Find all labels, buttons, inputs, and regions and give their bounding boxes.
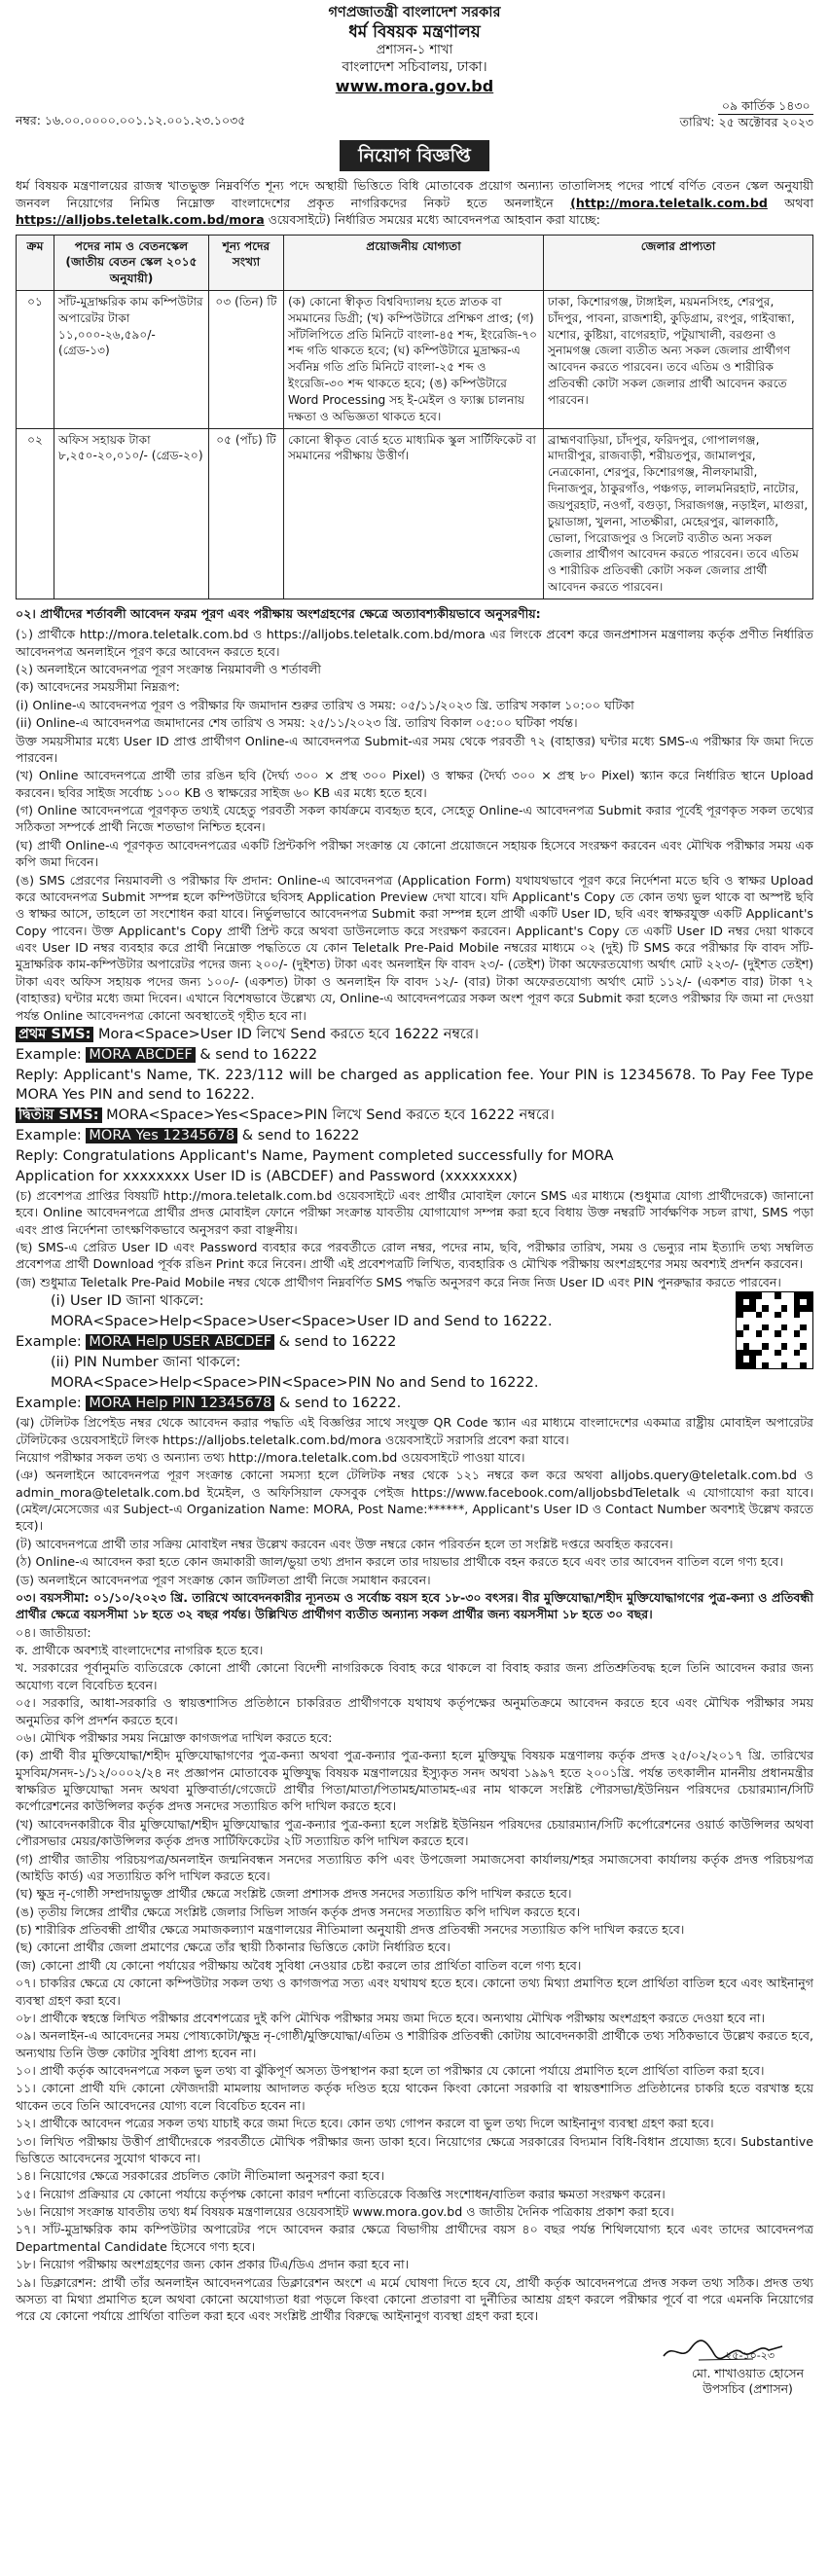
rule-line: (ঙ) SMS প্রেরণের নিয়মাবলী ও পরীক্ষার ফি প্রদান: Online-এ আবেদনপত্র (Application Form) যথাযথভাবে পূরণ করে নির্দেশনা মতে ছবি ও স্বাক্ষর Upload করে আবেদনপত্র Submit সম্পন্ন হলে কম্পিউটারে ছবিসহ Application Preview দেখা যাবে। যদি Applicant's Copy তে কোন তথ্য ভুল থাকে বা অস্পষ্ট ছবি ও স্বাক্ষর আসে, তাহলে তা সংশোধন করা যাবে। নির্ভুলভাবে আবেদনপত্র Submit করা সম্পন্ন হলে প্রার্থী একটি User ID, ছবি এবং স্বাক্ষরযুক্ত একটি Applicant's Copy পাবেন। উক্ত Applicant's Copy প্রার্থী প্রিন্ট করে অথবা ডাউনলোড করে সংরক্ষণ করবেন। Applicant's Copy তে একটি User ID নম্বর দেয়া থাকবে এবং User ID নম্বর ব্যবহার করে প্রার্থী নিম্নোক্ত পদ্ধতিতে যে কোন Teletalk Pre-Paid Mobile নম্বরের মাধ্যমে ০২ (দুই) টি SMS করে পরীক্ষার ফি বাবদ সাঁট-মুদ্রাক্ষরিক কাম-কম্পিউটার অপারেটর পদের জন্য ২০০/- (দুইশত) টাকা এবং অনলাইন ফি বাবদ ২৩/- (তেইশ) টাকা অফেরতযোগ্য অর্থাৎ মোট ২২৩/- (দুইশত তেইশ) টাকা এবং অফিস সহায়ক পদের জন্য ১০০/- (একশত) টাকা ও অনলাইন ফি বাবদ ১২/- (বার) টাকা অফেরতযোগ্য অর্থাৎ মোট ১১২/- (একশত বার) টাকা ৭২ (বাহাত্তর) ঘন্টার মধ্যে জমা দিবেন। এখানে বিশেষভাবে উল্লেখ্য যে, Online-এ আবেদনপত্রের সকল অংশ পূরণ করে Submit করা হলেও পরীক্ষার ফি জমা না দেওয়া পর্যন্ত Online আবেদনপত্র কোনো অবস্থাতেই গৃহীত হবে না।	[16, 872, 813, 1023]
col-qualification: প্রয়োজনীয় যোগ্যতা	[284, 235, 544, 290]
example-label: Example:	[16, 1396, 82, 1412]
rule-line: (i) Online-এ আবেদনপত্র পূরণ ও পরীক্ষার ফি জমাদান শুরুর তারিখ ও সময়: ০৫/১১/২০২৩ খ্রি. তারিখ সকাল ১০:০০ ঘটিকা	[16, 697, 634, 712]
rule-line: ১৭। সাঁট-মুদ্রাক্ষরিক কাম কম্পিউটার অপারেটর পদে আবেদন করার ক্ষেত্রে বিভাগীয় প্রার্থীদের বয়স ৪০ বছর পর্যন্ত শিথিলযোগ্য হবে এবং তাদের আবেদনপত্র Departmental Candidate হিসেবে গণ্য হবে।	[16, 2222, 813, 2254]
rule-line: ১৫। নিয়োগ প্রক্রিয়ার যে কোনো পর্যায়ে কর্তৃপক্ষ কোনো কারণ দর্শানো ব্যতিরেকে বিজ্ঞপ্তি সংশোধন/বাতিল করার ক্ষমতা সংরক্ষণ করেন।	[16, 2186, 666, 2201]
table-row	[17, 291, 813, 429]
col-serial: ক্রম	[17, 235, 54, 290]
sms-instructions	[16, 1025, 813, 1186]
first-sms-reply: Reply: Applicant's Name, TK. 223/112 will be charged as application fee. Your PIN is 12345678. To Pay Fee Type MORA Yes PIN and send to 16222.	[16, 1067, 813, 1103]
intro-or: অথবা	[784, 195, 814, 210]
first-sms-format: Mora<Space>User ID লিখে Send করতে হবে 16222 নম্বরে।	[93, 1026, 479, 1042]
application-rules	[16, 626, 813, 1024]
rule-line: (ক) আবেদনের সময়সীমা নিম্নরূপ:	[16, 679, 180, 695]
section-title: প্রশাসন-১ শাখা	[376, 43, 453, 58]
cell-district-eligibility: ব্রাহ্মণবাড়িয়া, চাঁদপুর, ফরিদপুর, গোপালগঞ্জ, মাদারীপুর, রাজবাড়ী, শরীয়তপুর, জামালপুর, নেত্রকোনা, শেরপুর, কিশোরগঞ্জ, নীলফামারী, দিনাজপুর, ঠাকুরগাঁও, পঞ্চগড়, লালমনিরহাট, নাটোর, জয়পুরহাট, নওগাঁ, বগুড়া, সিরাজগঞ্জ, নড়াইল, মাগুরা, চুয়াডাঙ্গা, খুলনা, সাতক্ষীরা, মেহেরপুর, ঝালকাঠি, ভোলা, পিরোজপুর ও সিলেট ব্যতীত অন্য সকল জেলার প্রার্থীগণ আবেদন করতে পারবেন। তবে এতিম ও শারীরিক প্রতিবন্ধী কোটা সকল জেলার প্রার্থী আবেদন করতে পারবেন।	[544, 428, 813, 599]
cell-qualification: (ক) কোনো স্বীকৃত বিশ্ববিদ্যালয় হতে স্নাতক বা সমমানের ডিগ্রী; (খ) কম্পিউটারে প্রশিক্ষণ প্রাপ্ত; (গ) সাঁটলিপিতে প্রতি মিনিটে বাংলা-৪৫ শব্দ, ইংরেজি-৭০ শব্দ গতি থাকতে হবে; (ঘ) কম্পিউটারে মুদ্রাক্ষর-এ সর্বনিম্ন গতি প্রতি মিনিটে বাংলা-২৫ শব্দ ও ইংরেজি-৩০ শব্দ থাকতে হবে; (ঙ) কম্পিউটারে Word Processing সহ ই-মেইল ও ফ্যাক্স চালনায় দক্ষতা ও অভিজ্ঞতা থাকতে হবে।	[284, 291, 544, 429]
table-row	[17, 428, 813, 599]
pin-title: (ii) PIN Number জানা থাকলে:	[51, 1355, 241, 1371]
alljobs-link[interactable]: https://alljobs.teletalk.com.bd/mora	[16, 212, 265, 228]
ministry-title: ধর্ম বিষয়ক মন্ত্রণালয়	[348, 21, 481, 42]
rule-line: ১০। প্রার্থী কর্তৃক আবেদনপত্রে সকল ভুল তথ্য বা ঝুঁকিপূর্ণ অসত্য উপস্থাপন করা হলে তা পরীক্ষার যে কোনো পর্যায়ে প্রমাণিত হলে প্রার্থিতা বাতিল করা হবে।	[16, 2063, 765, 2079]
signatory	[692, 2366, 804, 2398]
example-label: Example:	[16, 1334, 82, 1351]
qr-module	[807, 1362, 813, 1369]
uid-example-tail: & send to 16222	[274, 1334, 397, 1351]
rule-line: (ছ) SMS-এ প্রেরিত User ID এবং Password ব্যবহার করে পরবর্তীতে রোল নম্বর, পদের নাম, ছবি, পরীক্ষার তারিখ, সময় ও ভেন্যুর নাম ইত্যাদি তথ্য সম্বলিত প্রবেশপত্র প্রার্থী Download পূর্বক রঙিন Print করে নিবেন। প্রার্থী এই প্রবেশপত্রটি লিখিত, ব্যবহারিক ও মৌখিক পরীক্ষায় অংশগ্রহণের সময় অবশ্যই প্রদর্শন করবেন।	[16, 1240, 813, 1272]
uid-format: MORA<Space>Help<Space>User<Space>User ID and Send to 16222.	[51, 1314, 553, 1330]
ministry-website-link[interactable]: www.mora.gov.bd	[335, 76, 494, 95]
rule-line: ০৬। মৌখিক পরীক্ষার সময় নিম্নোক্ত কাগজপত্র দাখিল করতে হবে:	[16, 1729, 333, 1745]
pin-example-tail: & send to 16222.	[274, 1396, 402, 1412]
first-sms-example: MORA ABCDEF	[86, 1047, 195, 1063]
signatory-title: উপসচিব (প্রশাসন)	[703, 2381, 793, 2397]
signature-block	[16, 2331, 813, 2395]
example-label: Example:	[16, 1046, 82, 1063]
rule-line: (ড) অনলাইনে আবেদনপত্র পূরণ সংক্রান্ত কোন জটিলতা প্রার্থী নিজে সমাধান করবেন।	[16, 1572, 431, 1587]
vacancy-table	[16, 235, 813, 599]
secretariat-title: বাংলাদেশ সচিবালয়, ঢাকা।	[342, 58, 487, 75]
rule-line: (১) প্রার্থীকে http://mora.teletalk.com.bd ও https://alljobs.teletalk.com.bd/mora এর লিংকে প্রবেশ করে জনপ্রশাসন মন্ত্রণালয় কর্তৃক প্রণীত নির্ধারিত আবেদনপত্র অনলাইনে পূরণ করে আবেদন করতে হবে।	[16, 627, 813, 659]
second-sms-example: MORA Yes 12345678	[86, 1128, 237, 1143]
rule-line: ১১। কোনো প্রার্থী যদি কোনো ফৌজদারী মামলায় আদালত কর্তৃক দণ্ডিত হয়ে থাকেন কিংবা কোনো সরকারি বা স্বায়ত্তশাসিত প্রতিষ্ঠানের চাকরি হতে বরখাস্ত হয়ে থাকেন তবে তিনি আবেদনের যোগ্য বলে বিবেচিত হবেন না।	[16, 2081, 813, 2113]
date-bangla: ০৯ কার্তিক ১৪৩০	[718, 98, 813, 115]
signature-date: ২৫-১০-২৩	[725, 2348, 775, 2362]
example-label: Example:	[16, 1127, 82, 1143]
rule-line: ০৯। অনলাইন-এ আবেদনের সময় পোষ্যকোটা/ক্ষুদ্র নৃ-গোষ্ঠী/মুক্তিযোদ্ধা/এতিম ও শারীরিক প্রতিবন্ধী কোটায় আবেদনকারী প্রার্থীকে তথ্য সঠিকভাবে উল্লেখ করতে হবে, অন্যথায় তিনি উক্ত কোটার সুবিধা প্রাপ্য হবেন না।	[16, 2028, 813, 2060]
first-sms-example-tail: & send to 16222	[195, 1046, 318, 1063]
rule-line: ০৪। জাতীয়তা:	[16, 1624, 91, 1640]
rule-line: (ii) Online-এ আবেদনপত্র জমাদানের শেষ তারিখ ও সময়: ২৫/১১/২০২৩ খ্রি. তারিখ বিকাল ০৫:০০ ঘটিকা পর্যন্ত।	[16, 715, 578, 731]
rule-line: নিয়োগ পরীক্ষার সকল তথ্য ও অন্যান্য তথ্য http://mora.teletalk.com.bd ওয়েবসাইটে পাওয়া যাবে।	[16, 1449, 525, 1465]
rule-line: (খ) Online আবেদনপত্রে প্রার্থী তার রঙিন ছবি (দৈর্ঘ্য ৩০০ × প্রস্থ ৩০০ Pixel) ও স্বাক্ষর (দৈর্ঘ্য ৩০০ × প্রস্থ ৮০ Pixel) স্ক্যান করে নির্ধারিত স্থানে Upload করবেন। ছবির সাইজ সর্বোচ্চ ১০০ KB ও স্বাক্ষরের সাইজ ৬০ KB এর মধ্যে হতে হবে।	[16, 768, 813, 800]
vacancy-table-header	[17, 235, 813, 290]
rule-line: ০৮। প্রার্থীকে স্বহস্তে লিখিত পরীক্ষার প্রবেশপত্রের দুই কপি মৌখিক পরীক্ষার সময় জমা দিতে হবে। অন্যথায় মৌখিক পরীক্ষায় অংশগ্রহণ করতে দেওয়া হবে না।	[16, 2010, 765, 2025]
letterhead	[16, 4, 813, 96]
cell-serial: ০২	[17, 428, 54, 599]
second-sms-format: MORA<Space>Yes<Space>PIN লিখে Send করতে হবে 16222 নম্বরে।	[101, 1107, 555, 1123]
rule-line: ০৭। চাকরির ক্ষেত্রে যে কোনো কম্পিউটার সকল তথ্য ও কাগজপত্র সত্য এবং যথাযথ হতে হবে। কোনো তথ্য মিথ্যা প্রমাণিত হলে প্রার্থিতা বাতিল হবে এবং আইনানুগ ব্যবস্থা গ্রহণ করা হবে।	[16, 1976, 813, 2008]
age-limit-rule: ০৩। বয়সসীমা: ০১/১০/২০২৩ খ্রি. তারিখে আবেদনকারীর ন্যূনতম ও সর্বোচ্চ বয়স হবে ১৮-৩০ বৎসর। বীর মুক্তিযোদ্ধা/শহীদ মুক্তিযোদ্ধাগণের পুত্র-কন্যা ও প্রতিবন্ধী প্রার্থীর ক্ষেত্রে বয়সসীমা ১৮ হতে ৩২ বছর পর্যন্ত। উল্লিখিত প্রার্থীগণ ব্যতীত অন্যান্য সকল প্রার্থীর জন্য বয়সসীমা ১৮ হতে ৩০ বছর।	[16, 1589, 813, 1622]
signatory-name: মো. শাখাওয়াত হোসেন	[692, 2365, 804, 2380]
memo-date	[680, 98, 813, 130]
notice-page	[16, 4, 813, 2395]
rule-line: (২) অনলাইনে আবেদনপত্র পূরণ সংক্রান্ত নিয়মাবলী ও শর্তাবলী	[16, 662, 322, 677]
notice-title: নিয়োগ বিজ্ঞপ্তি	[340, 140, 489, 171]
intro-tail: ওয়েবসাইটে) নির্ধারিত সময়ের মধ্যে আবেদনপত্র আহবান করা যাচ্ছে:	[268, 212, 600, 228]
date-label: তারিখ:	[679, 114, 715, 129]
rule-line: (জ) শুধুমাত্র Teletalk Pre-Paid Mobile নম্বর থেকে প্রার্থীগণ নিম্নবর্ণিত SMS পদ্ধতি অনুসরণ করে নিজ নিজ User ID এবং PIN পুনরুদ্ধার করতে পারবেন।	[16, 1274, 781, 1289]
rule-line: (ঞ) অনলাইনে আবেদনপত্র পূরণ সংক্রান্ত কোনো সমস্যা হলে টেলিটক নম্বর থেকে ১২১ নম্বরে কল করে অথবা alljobs.query@teletalk.com.bd ও admin_mora@teletalk.com.bd ইমেইল, ও অফিসিয়াল ফেসবুক পেইজ https://www.facebook.com/alljobsbdTeletalk এ যোগাযোগ করা যাবে। (মেইল/মেসেজের এর Subject-এ Organization Name: MORA, Post Name:******, Applicant's User ID ও Contact Number অবশ্যই উল্লেখ করতে হবে)।	[16, 1468, 813, 1534]
rule-line: (চ) শারীরিক প্রতিবন্ধী প্রার্থীর ক্ষেত্রে সমাজকল্যাণ মন্ত্রণালয়ের নীতিমালা অনুযায়ী প্রদত্ত প্রতিবন্ধী সনদের সত্যায়িত কপি দাখিল করতে হবে।	[16, 1922, 685, 1938]
cell-post-name: অফিস সহায়ক টাকা ৮,২৫০-২০,০১০/- (গ্রেড-২০)	[54, 428, 209, 599]
qr-code[interactable]	[736, 1291, 813, 1369]
cell-district-eligibility: ঢাকা, কিশোরগঞ্জ, টাঙ্গাইল, ময়মনসিংহ, শেরপুর, চাঁদপুর, পাবনা, রাজশাহী, কুড়িগ্রাম, রংপুর, গাইবান্ধা, যশোর, কুষ্টিয়া, বাগেরহাট, পটুয়াখালী, বরগুনা ও সুনামগঞ্জ জেলা ব্যতীত অন্য সকল জেলার প্রার্থীগণ আবেদন করতে পারবেন। তবে এতিম ও শারীরিক প্রতিবন্ধী কোটা সকল জেলার প্রার্থী আবেদন করতে পারবেন।	[544, 291, 813, 429]
uid-title: (i) User ID জানা থাকলে:	[51, 1293, 204, 1310]
memo-row	[16, 98, 813, 130]
rule-line: (ঝ) টেলিটক প্রিপেইড নম্বর থেকে আবেদন করার পদ্ধতি এই বিজ্ঞপ্তির সাথে সংযুক্ত QR Code স্ক্যান এর মাধ্যমে বাংলাদেশের একমাত্র রাষ্ট্রীয় মোবাইল অপারেটর টেলিটকের ওয়েবসাইটে লিংক https://alljobs.teletalk.com.bd/mora ওয়েবসাইটে সরাসরি প্রবেশ করা যাবে।	[16, 1415, 813, 1447]
cell-serial: ০১	[17, 291, 54, 429]
second-sms-example-tail: & send to 16222	[237, 1127, 360, 1143]
date-english: ২৫ অক্টোবর ২০২৩	[718, 114, 813, 129]
cell-post-name: সাঁট-মুদ্রাক্ষরিক কাম কম্পিউটার অপারেটর টাকা ১১,০০০-২৬,৫৯০/- (গ্রেড-১৩)	[54, 291, 209, 429]
rule-line: (চ) প্রবেশপত্র প্রাপ্তির বিষয়টি http://mora.teletalk.com.bd ওয়েবসাইটে এবং প্রার্থীর মোবাইল ফোনে SMS এর মাধ্যমে (শুধুমাত্র যোগ্য প্রার্থীদেরকে) জানানো হবে। Online আবেদনপত্রে প্রার্থীর প্রদত্ত মোবাইল ফোনে পরীক্ষা সংক্রান্ত যাবতীয় যোগাযোগ সম্পন্ন করা হবে বিধায় উক্ত নম্বরটি সার্বক্ষণিক সচল রাখা, SMS পড়া এবং প্রাপ্ত নির্দেশনা তাৎক্ষণিকভাবে অনুসরণ করা বাঞ্ছনীয়।	[16, 1187, 813, 1237]
rule-line: খ. সরকারের পূর্বানুমতি ব্যতিরেকে কোনো প্রার্থী কোনো বিদেশী নাগরিককে বিবাহ করে থাকলে বা বিবাহ করার জন্য প্রতিশ্রুতিবদ্ধ হলে তিনি আবেদন করার জন্য অযোগ্য বলে বিবেচিত হবেন।	[16, 1660, 813, 1692]
rule-line: ০৫। সরকারি, আধা-সরকারি ও স্বায়ত্তশাসিত প্রতিষ্ঠানে চাকরিরত প্রার্থীগণকে যথাযথ কর্তৃপক্ষের অনুমতিক্রমে আবেদন করতে হবে এবং মৌখিক পরীক্ষার সময় অনুমতির কপি প্রদর্শন করতে হবে।	[16, 1695, 813, 1727]
cell-vacancy-count: ০৫ (পাঁচ) টি	[209, 428, 284, 599]
rule-line: ১৮। নিয়োগ পরীক্ষায় অংশগ্রহণের জন্য কোন প্রকার টিএ/ডিএ প্রদান করা হবে না।	[16, 2257, 410, 2272]
govt-title: গণপ্রজাতন্ত্রী বাংলাদেশ সরকার	[328, 5, 501, 20]
second-sms-reply-2: Application for xxxxxxxx User ID is (ABCDEF) and Password (xxxxxxxx)	[16, 1168, 518, 1184]
conditions-heading: ০২। প্রার্থীদের শর্তাবলী আবেদন ফরম পূরণ এবং পরীক্ষায় অংশগ্রহণের ক্ষেত্রে অত্যাবশ্যকীয়ভাবে অনুসরণীয়:	[16, 605, 541, 621]
rule-line: (ছ) কোনো প্রার্থীর জেলা প্রমাণের ক্ষেত্রে তাঁর স্থায়ী ঠিকানার ভিত্তিতে কোটা নির্ধারিত হবে।	[16, 1940, 451, 1955]
rule-line: ১২। প্রার্থীকে আবেদন পত্রের সকল তথ্য যাচাই করে জমা দিতে হবে। কোন তথ্য গোপন করলে বা ভুল তথ্য দিলে আইনানুগ ব্যবস্থা গ্রহণ করা হবে।	[16, 2116, 714, 2131]
teletalk-link[interactable]: (http://mora.teletalk.com.bd	[570, 195, 768, 210]
general-conditions	[16, 1414, 813, 2325]
rule-line: (জ) কোনো প্রার্থী যে কোনো পর্যায়ের পরীক্ষায় অবৈধ সুবিধা নেওয়ার চেষ্টা করলে তার প্রার্থিতা বাতিল বলে গণ্য হবে।	[16, 1957, 582, 1973]
intro-text: ধর্ম বিষয়ক মন্ত্রণালয়ের রাজস্ব খাতভুক্ত নিম্নবর্ণিত শূন্য পদে অস্থায়ী ভিত্তিতে বিধি মোতাবেক প্রয়োগ অন্যান্য তাতালিসহ পদের পার্শ্বে বর্ণিত বেতন স্কেল অনুযায়ী জনবল নিয়োগের নিমিত্ত নিম্নোক্ত বাংলাদেশের প্রকৃত নাগরিকদের নিকট হতে অনলাইনে	[16, 178, 813, 210]
admit-card-rules	[16, 1187, 813, 1290]
rule-line: ১৪। নিয়োগের ক্ষেত্রে সরকারের প্রচলিত কোটা নীতিমালা অনুসরণ করা হবে।	[16, 2168, 385, 2184]
uid-example: MORA Help USER ABCDEF	[86, 1334, 274, 1350]
rule-line: (ঙ) তৃতীয় লিঙ্গের প্রার্থীর ক্ষেত্রে সংশ্লিষ্ট জেলার সিভিল সার্জন কর্তৃক প্রদত্ত সনদের সত্যায়িত কপি দাখিল করতে হবে।	[16, 1904, 581, 1919]
intro-paragraph	[16, 177, 813, 228]
rule-line: ১৯। ডিক্লারেশন: প্রার্থী তাঁর অনলাইন আবেদনপত্রের ডিক্লারেশন অংশে এ মর্মে ঘোষণা দিতে হবে যে, প্রার্থী কর্তৃক আবেদনপত্রে প্রদত্ত সকল তথ্য সঠিক। প্রদত্ত তথ্য অসত্য বা মিথ্যা প্রমাণিত হলে অথবা কোনো অযোগ্যতা ধরা পড়লে কিংবা কোনো প্রতারণা বা দুর্নীতির আশ্রয় গ্রহণ করলে পরীক্ষার পূর্বে বা পরে এমনকি নিয়োগের পরে যে কোনো পর্যায়ে প্রার্থিতা বাতিল করা হবে এবং সংশ্লিষ্ট প্রার্থীর বিরুদ্ধে আইনানুগ ব্যবস্থা গ্রহণ করা হবে।	[16, 2274, 813, 2324]
rule-line: ১৬। নিয়োগ সংক্রান্ত যাবতীয় তথ্য ধর্ম বিষয়ক মন্ত্রণালয়ের ওয়েবসাইট www.mora.gov.bd ও জাতীয় দৈনিক পত্রিকায় প্রকাশ করা হবে।	[16, 2204, 674, 2220]
rule-line: (ঘ) প্রার্থী Online-এ পূরণকৃত আবেদনপত্রের একটি প্রিন্টকপি পরীক্ষা সংক্রান্ত যে কোনো প্রয়োজনে সহায়ক হিসেবে সংরক্ষণ করবেন এবং মৌখিক পরীক্ষার সময় এক কপি জমা দিবেন।	[16, 837, 813, 870]
second-sms-reply-1: Reply: Congratulations Applicant's Name, Payment completed successfully for MORA	[16, 1147, 614, 1164]
pin-example: MORA Help PIN 12345678	[86, 1396, 274, 1411]
cell-vacancy-count: ০৩ (তিন) টি	[209, 291, 284, 429]
col-vacancy-count: শূন্য পদের সংখ্যা	[209, 235, 284, 290]
memo-number: নম্বর: ১৬.০০.০০০০.০০১.১২.০০১.২৩.১০৩৫	[16, 113, 246, 128]
second-sms-label: দ্বিতীয় SMS:	[16, 1107, 102, 1123]
rule-line: (ঠ) Online-এ আবেদন করা হতে কোন জমাকারী জাল/ভুয়া তথ্য প্রদান করলে তার দায়ভার প্রার্থীকে বহন করতে হবে এবং তার আবেদন বাতিল বলে গণ্য হবে।	[16, 1554, 784, 1570]
rule-line: (গ) Online আবেদনপত্রে পূরণকৃত তথ্যই যেহেতু পরবর্তী সকল কার্যক্রমে ব্যবহৃত হবে, সেহেতু Online-এ আবেদনপত্র Submit করার পূর্বেই পূরণকৃত সকল তথ্যের সঠিকতা সম্পর্কে প্রার্থী নিজে শতভাগ নিশ্চিত হবেন।	[16, 803, 813, 835]
recovery-block	[16, 1291, 813, 1413]
first-sms-label: প্রথম SMS:	[16, 1027, 93, 1042]
rule-line: উক্ত সময়সীমার মধ্যে User ID প্রাপ্ত প্রার্থীগণ Online-এ আবেদনপত্র Submit-এর সময় থেকে পরবর্তী ৭২ (বাহাত্তর) ঘন্টার মধ্যে SMS-এ পরীক্ষার ফি জমা দিতে পারবেন।	[16, 733, 813, 765]
rule-line: (গ) প্রার্থীর জাতীয় পরিচয়পত্র/অনলাইন জন্মনিবন্ধন সনদের সত্যায়িত কপি এবং উপজেলা সমাজসেবা কার্যালয়/শহর সমাজসেবা কার্যালয় কর্তৃক প্রদত্ত পরিচয়পত্র (আইডি কার্ড) এর সত্যায়িত কপি দাখিল করতে হবে।	[16, 1851, 813, 1883]
col-district-eligibility: জেলার প্রাপ্যতা	[544, 235, 813, 290]
pin-format: MORA<Space>Help<Space>PIN<Space>PIN No and Send to 16222.	[51, 1375, 539, 1392]
rule-line: ১৩। লিখিত পরীক্ষায় উত্তীর্ণ প্রার্থীদেরকে পরবর্তীতে মৌখিক পরীক্ষার জন্য ডাকা হবে। নিয়োগের ক্ষেত্রে সরকারের বিদ্যমান বিধি-বিধান প্রযোজ্য হবে। Substantive ভিত্তিতে আবেদনের সুযোগ থাকবে না।	[16, 2133, 813, 2165]
rule-line: (ক) প্রার্থী বীর মুক্তিযোদ্ধা/শহীদ মুক্তিযোদ্ধাগণের পুত্র-কন্যা অথবা পুত্র-কন্যার পুত্র-কন্যা হলে মুক্তিযুদ্ধ বিষয়ক মন্ত্রণালয় কর্তৃক প্রদত্ত ২৫/০২/২০১৭ খ্রি. তারিখের মুসবিম/সনদ-১/১২/০০০২/২৪ নং প্রজ্ঞাপন মোতাবেক মুক্তিযুদ্ধ বিষয়ক মন্ত্রণালয়ের ইস্যুকৃত সনদ অথবা ১৯৯৭ হতে ২০০১খ্রি. পর্যন্ত তৎকালীন মাননীয় প্রধানমন্ত্রীর স্বাক্ষরিত মুক্তিযোদ্ধা সনদ অথবা মুক্তিবার্তা/গেজেটে প্রার্থীর পিতা/মাতা/পিতামহ/মাতামহ-এর নাম থাকলে সংশ্লিষ্ট পৌরসভা/ইউনিয়ন পরিষদের চেয়ারম্যান/সিটি কর্পোরেশনের কাউন্সিলর কর্তৃক প্রদত্ত সনদের সত্যায়িত কপি দাখিল করতে হবে।	[16, 1748, 813, 1814]
rule-line: ক. প্রার্থীকে অবশ্যই বাংলাদেশের নাগরিক হতে হবে।	[16, 1643, 264, 1658]
rule-line: (খ) আবেদনকারীকে বীর মুক্তিযোদ্ধা/শহীদ মুক্তিযোদ্ধার পুত্র-কন্যার পুত্র-কন্যা হলে সংশ্লিষ্ট ইউনিয়ন পরিষদের চেয়ারম্যান/সিটি কর্পোরেশনের ওয়ার্ড কাউন্সিলর অথবা পৌরসভার মেয়র/কাউন্সিলর কর্তৃক প্রদত্ত সার্টিফিকেটের ২টি সত্যায়িত কপি দাখিল করতে হবে।	[16, 1816, 813, 1849]
qr-code-grid	[737, 1292, 812, 1368]
col-post-name: পদের নাম ও বেতনস্কেল (জাতীয় বেতন স্কেল ২০১৫ অনুযায়ী)	[54, 235, 209, 290]
rule-line: (ঘ) ক্ষুদ্র নৃ-গোষ্ঠী সম্প্রদায়ভুক্ত প্রার্থীর ক্ষেত্রে সংশ্লিষ্ট জেলা প্রশাসক প্রদত্ত সনদের সত্যায়িত কপি দাখিল করতে হবে।	[16, 1886, 572, 1902]
cell-qualification: কোনো স্বীকৃত বোর্ড হতে মাধ্যমিক স্কুল সার্টিফিকেট বা সমমানের পরীক্ষায় উত্তীর্ণ।	[284, 428, 544, 599]
rule-line: (ট) আবেদনপত্রে প্রার্থী তার সক্রিয় মোবাইল নম্বর উল্লেখ করবেন এবং উক্ত নম্বরে কোন পরিবর্তন হলে তা সংশ্লিষ্ট দপ্তরে অবহিত করবেন।	[16, 1536, 673, 1551]
